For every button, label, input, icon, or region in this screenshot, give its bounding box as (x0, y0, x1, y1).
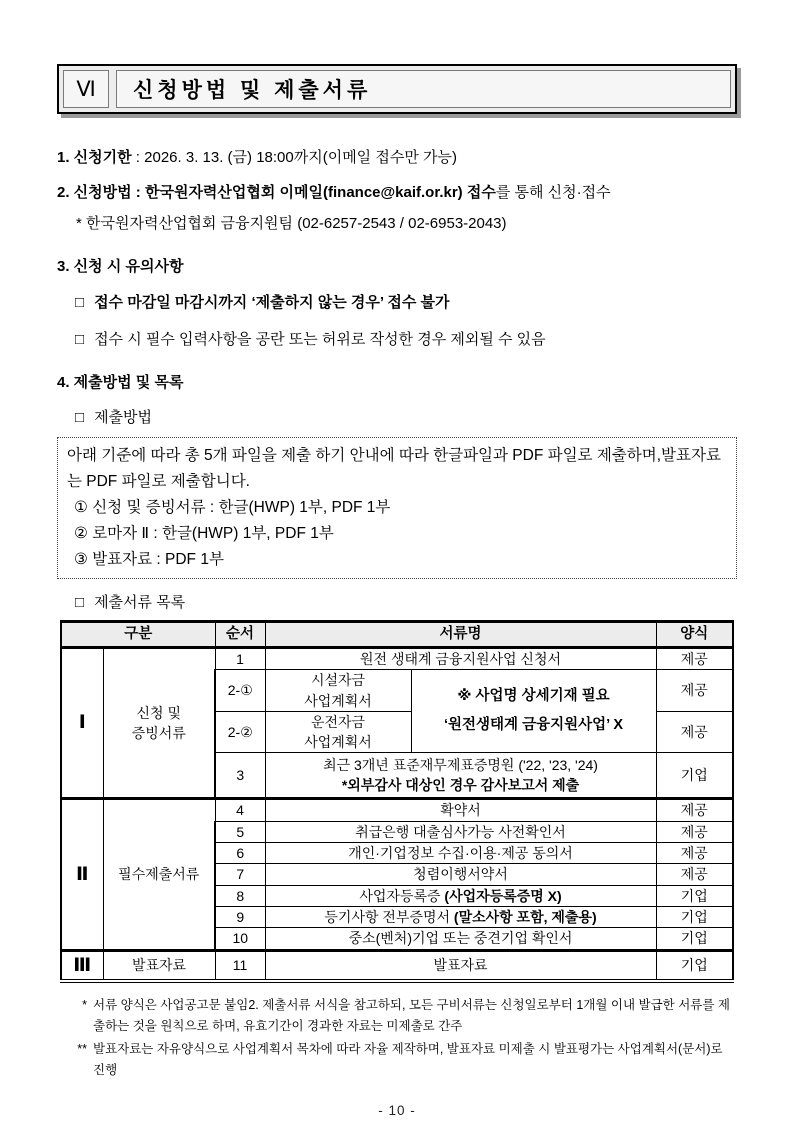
submission-guide-item: ② 로마자 Ⅱ : 한글(HWP) 1부, PDF 1부 (74, 525, 334, 542)
item-apply-contact: * 한국원자력산업협회 금융지원팀 (02-6257-2543 / 02-6953-2043) (76, 215, 507, 232)
group1-numeral: Ⅰ (61, 648, 103, 799)
cell-form: 기업 (656, 753, 733, 799)
cell-form: 기업 (656, 906, 733, 927)
cell-form: 제공 (656, 670, 733, 712)
checkbox-icon: □ (75, 594, 85, 611)
caution-bullet-1-text: 접수 마감일 마감시까지 ‘제출하지 않는 경우’ 접수 불가 (94, 294, 450, 311)
group1-name (103, 648, 215, 799)
doc-line1: 최근 3개년 표준재무제표증명원 ('22, '23, '24) (323, 757, 598, 774)
checkbox-icon: □ (75, 409, 85, 426)
section-number: Ⅵ (76, 77, 96, 101)
doc-line1: 시설자금 (310, 672, 366, 689)
cell-order: 9 (215, 906, 265, 927)
cell-doc: 개인·기업정보 수집·이용·제공 동의서 (265, 843, 656, 864)
cell-form: 제공 (656, 799, 733, 821)
footnote (69, 1039, 737, 1081)
cell-doc-note (411, 670, 656, 753)
col-header-order: 순서 (215, 622, 265, 648)
checkbox-icon: □ (75, 331, 85, 348)
cell-order: 1 (215, 648, 265, 670)
footnotes (57, 995, 737, 1081)
item-apply-method-text: 를 통해 신청·접수 (495, 184, 611, 201)
cell-form: 기업 (656, 885, 733, 906)
cell-order: 2-② (215, 711, 265, 753)
cell-form: 기업 (656, 928, 733, 950)
cell-doc: 청렴이행서약서 (265, 864, 656, 885)
cell-order: 8 (215, 885, 265, 906)
item-apply-method-label: 2. 신청방법 : 한국원자력산업협회 이메일(finance@kaif.or.kr) 접수 (57, 184, 496, 201)
cell-doc: 중소(벤처)기업 또는 중견기업 확인서 (265, 928, 656, 950)
item-cautions-label: 3. 신청 시 유의사항 (57, 258, 184, 275)
submission-guide-intro: 아래 기준에 따라 총 5개 파일을 제출 하기 안내에 따라 한글파일과 PDF 파일로 제출하며,발표자료는 PDF 파일로 제출합니다. (67, 447, 721, 490)
table-row (61, 799, 733, 821)
col-header-group: 구분 (61, 622, 215, 648)
note-line2: ‘원전생태계 금융지원사업’ X (443, 717, 624, 734)
group2-name: 필수제출서류 (103, 799, 215, 950)
footnote-marker: ** (77, 1042, 87, 1057)
submission-method-label (57, 407, 737, 429)
table-row (61, 950, 733, 981)
item-deadline (57, 147, 737, 169)
submission-guide-item: ③ 발표자료 : PDF 1부 (74, 551, 224, 568)
group1-name-line2: 증빙서류 (131, 725, 186, 742)
page-number: - 10 - (378, 1103, 416, 1119)
cell-doc: 원전 생태계 금융지원사업 신청서 (265, 648, 656, 670)
item-deadline-text: : 2026. 3. 13. (금) 18:00까지(이메일 접수만 가능) (131, 149, 457, 166)
cell-doc: 확약서 (265, 799, 656, 821)
submission-documents-table (60, 620, 734, 983)
table-header-row (61, 622, 733, 648)
group1-name-line1: 신청 및 (136, 704, 181, 721)
cell-doc: 발표자료 (265, 950, 656, 981)
cell-order: 7 (215, 864, 265, 885)
doc-line2: 사업계획서 (304, 734, 372, 751)
submission-guide-item: ① 신청 및 증빙서류 : 한글(HWP) 1부, PDF 1부 (74, 499, 391, 516)
section-title-box (116, 70, 731, 108)
cell-doc: 사업자등록증 (사업자등록증명 X) (265, 885, 656, 906)
doc-line1: 운전자금 (310, 713, 366, 730)
caution-bullet-2-text: 접수 시 필수 입력사항을 공란 또는 허위로 작성한 경우 제외될 수 있음 (94, 331, 546, 348)
cell-order: 6 (215, 843, 265, 864)
cell-doc: 등기사항 전부증명서 (말소사항 포함, 제출용) (265, 906, 656, 927)
submission-method-label-text: 제출방법 (94, 409, 153, 426)
cell-order: 2-① (215, 670, 265, 712)
table-row (61, 648, 733, 670)
group3-name: 발표자료 (103, 950, 215, 981)
submission-list-label-text: 제출서류 목록 (94, 594, 186, 611)
cell-doc (265, 753, 656, 799)
cell-doc (265, 670, 411, 712)
item-deadline-label: 1. 신청기한 (57, 149, 132, 166)
note-line1: ※ 사업명 상세기재 필요 (457, 688, 610, 705)
cell-form: 기업 (656, 950, 733, 981)
item-submission-label: 4. 제출방법 및 목록 (57, 374, 184, 391)
cell-doc: 취급은행 대출심사가능 사전확인서 (265, 821, 656, 842)
col-header-form: 양식 (656, 622, 733, 648)
footnote-marker: * (82, 998, 87, 1013)
item-apply-method (57, 182, 737, 204)
section-banner (57, 64, 737, 114)
cell-order: 5 (215, 821, 265, 842)
group2-numeral: Ⅱ (61, 799, 103, 950)
doc-line2: *외부감사 대상인 경우 감사보고서 제출 (341, 777, 580, 794)
group3-numeral: Ⅲ (61, 950, 103, 981)
cell-doc (265, 711, 411, 753)
cell-form: 제공 (656, 821, 733, 842)
caution-bullet-2 (57, 329, 737, 351)
submission-guide-box (57, 437, 737, 579)
section-number-box (63, 70, 109, 108)
caution-bullet-1 (57, 292, 737, 314)
submission-list-label (57, 592, 737, 614)
doc-line2: 사업계획서 (304, 692, 372, 709)
footnote (69, 995, 737, 1037)
cell-order: 4 (215, 799, 265, 821)
cell-form: 제공 (656, 711, 733, 753)
cell-form: 제공 (656, 648, 733, 670)
col-header-docname: 서류명 (265, 622, 656, 648)
cell-form: 제공 (656, 843, 733, 864)
cell-order: 3 (215, 753, 265, 799)
cell-order: 10 (215, 928, 265, 950)
cell-form: 제공 (656, 864, 733, 885)
section-title: 신청방법 및 제출서류 (133, 79, 372, 102)
checkbox-icon: □ (75, 294, 85, 311)
footnote-text: 발표자료는 자유양식으로 사업계획서 목차에 따라 자율 제작하며, 발표자료 미제출 시 발표평가는 사업계획서(문서)로 진행 (93, 1042, 723, 1078)
footnote-text: 서류 양식은 사업공고문 붙임2. 제출서류 서식을 참고하되, 모든 구비서류는 신청일로부터 1개월 이내 발급한 서류를 제출하는 것을 원칙으로 하며, 유효기간이 경과한 자료는 미제출로 간주 (93, 998, 730, 1034)
cell-order: 11 (215, 950, 265, 981)
